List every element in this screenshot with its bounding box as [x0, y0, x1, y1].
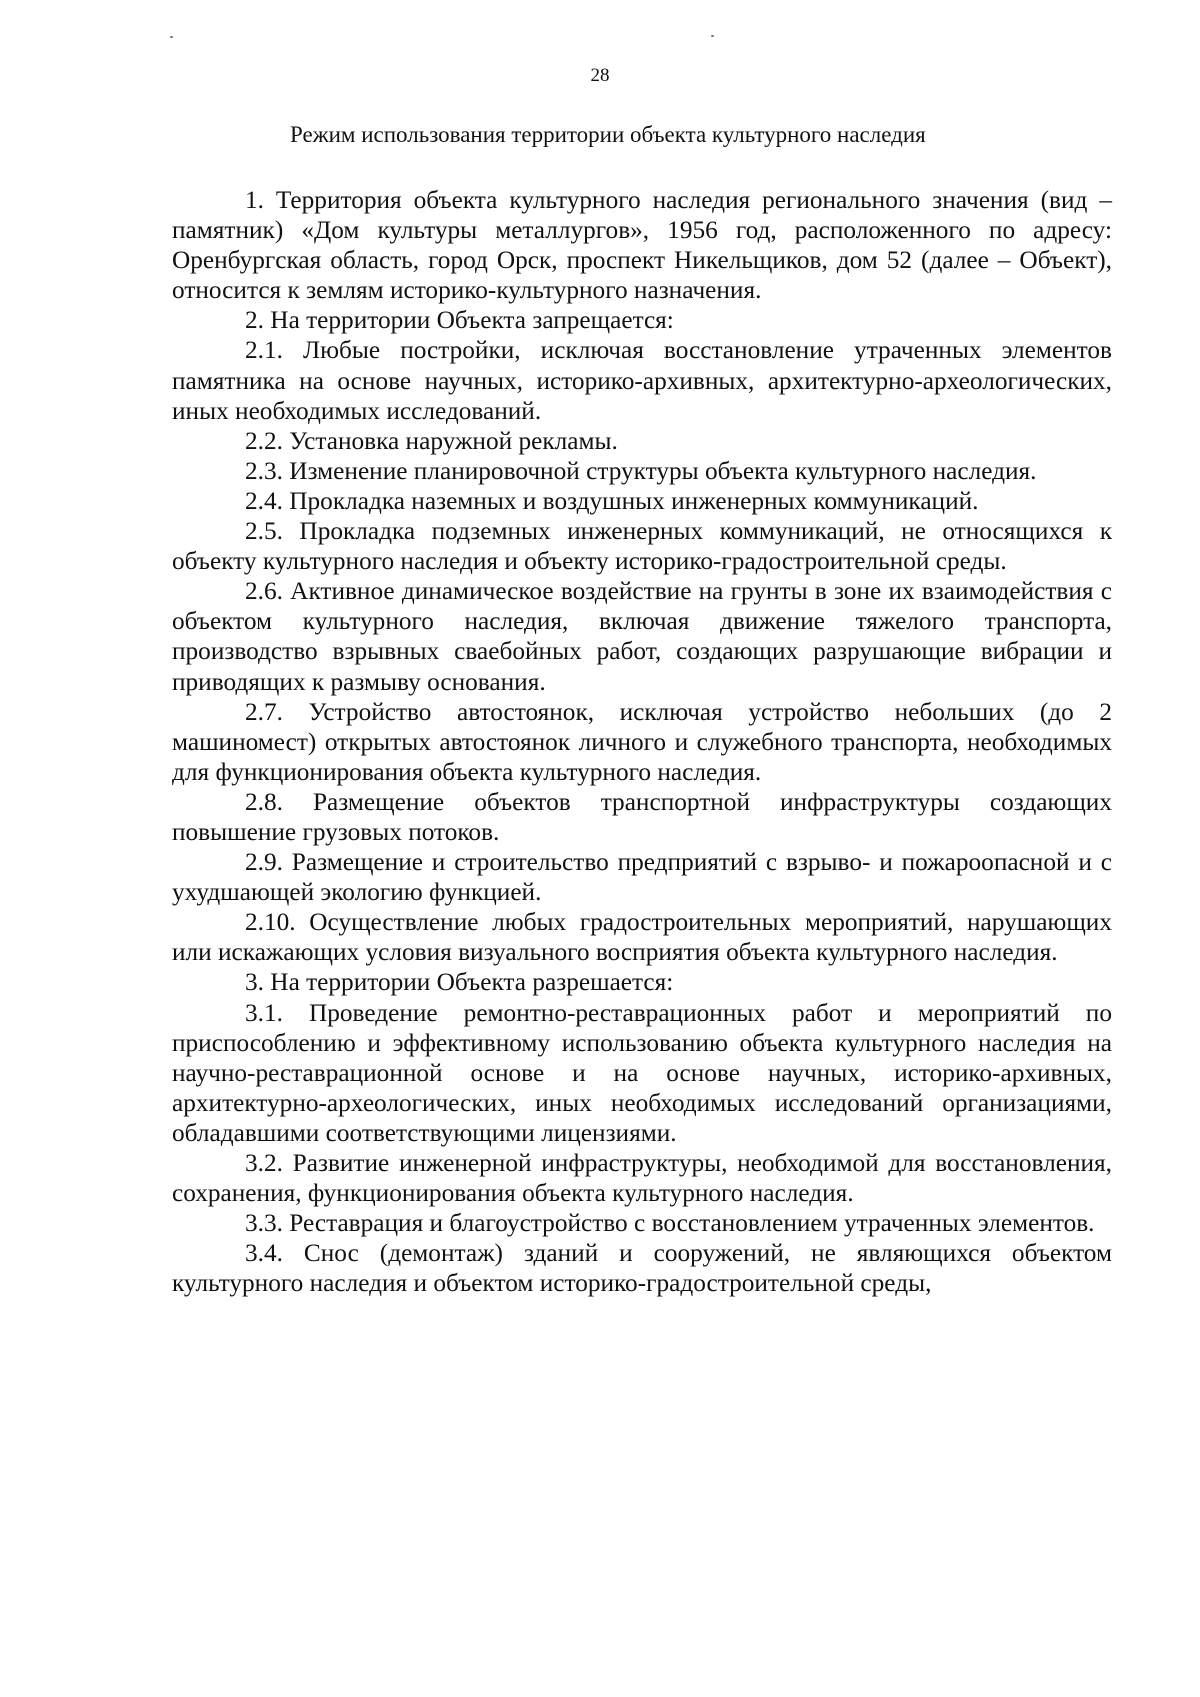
paragraph-2-4: 2.4. Прокладка наземных и воздушных инженерных коммуникаций. — [245, 486, 979, 515]
paragraph-3-1: 3.1. Проведение ремонтно-реставрационных работ и мероприятий по приспособлению и эффективному использованию объекта культурного наследия на научно-реставрационной основе и на основе научных, историко-архивных, архитектурно-археологических, иных необходимых исследований организациями, обладавшими соответствующими лицензиями. — [172, 998, 1112, 1147]
paragraph-2-7: 2.7. Устройство автостоянок, исключая устройство небольших (до 2 машиномест) открытых автостоянок личного и служебного транспорта, необходимых для функционирования объекта культурного наследия. — [172, 697, 1112, 786]
paragraph-2: 2. На территории Объекта запрещается: — [245, 306, 674, 335]
scan-speck — [711, 35, 714, 37]
paragraph-3: 3. На территории Объекта разрешается: — [245, 968, 674, 997]
document-body — [172, 185, 1112, 1298]
paragraph-2-10: 2.10. Осуществление любых градостроительных мероприятий, нарушающих или искажающих условия визуального восприятия объекта культурного наследия. — [172, 908, 1112, 967]
page-number: 28 — [590, 65, 610, 86]
paragraph-2-2: 2.2. Установка наружной рекламы. — [245, 426, 618, 455]
paragraph-2-5: 2.5. Прокладка подземных инженерных коммуникаций, не относящихся к объекту культурного наследия и объекту историко-градостроительной среды. — [172, 517, 1112, 576]
paragraph-3-4: 3.4. Снос (демонтаж) зданий и сооружений, не являющихся объектом культурного наследия и объектом историко-градостроительной среды, — [172, 1239, 1112, 1298]
paragraph-3-2: 3.2. Развитие инженерной инфраструктуры, необходимой для восстановления, сохранения, функционирования объекта культурного наследия. — [172, 1149, 1112, 1208]
paragraph-3-3: 3.3. Реставрация и благоустройство с восстановлением утраченных элементов. — [245, 1209, 1095, 1238]
paragraph-2-3: 2.3. Изменение планировочной структуры объекта культурного наследия. — [245, 456, 1037, 485]
paragraph-2-6: 2.6. Активное динамическое воздействие на грунты в зоне их взаимодействия с объектом культурного наследия, включая движение тяжелого транспорта, производство взрывных сваебойных работ, создающих разрушающие вибрации и приводящих к размыву основания. — [172, 577, 1112, 696]
paragraph-2-1: 2.1. Любые постройки, исключая восстановление утраченных элементов памятника на основе научных, историко-архивных, архитектурно-археологических, иных необходимых исследований. — [172, 336, 1112, 425]
paragraph-2-8: 2.8. Размещение объектов транспортной инфраструктуры создающих повышение грузовых потоков. — [172, 787, 1112, 846]
document-title: Режим использования территории объекта культурного наследия — [290, 122, 926, 147]
paragraph-2-9: 2.9. Размещение и строительство предприятий с взрыво- и пожароопасной и с ухудшающей экологию функцией. — [172, 848, 1112, 907]
scan-speck — [170, 36, 173, 38]
paragraph-1: 1. Территория объекта культурного наследия регионального значения (вид – памятник) «Дом культуры металлургов», 1956 год, расположенного по адресу: Оренбургская область, город Орск, проспект Никельщиков, дом 52 (далее – Объект), относится к землям историко-культурного назначения. — [172, 186, 1112, 305]
